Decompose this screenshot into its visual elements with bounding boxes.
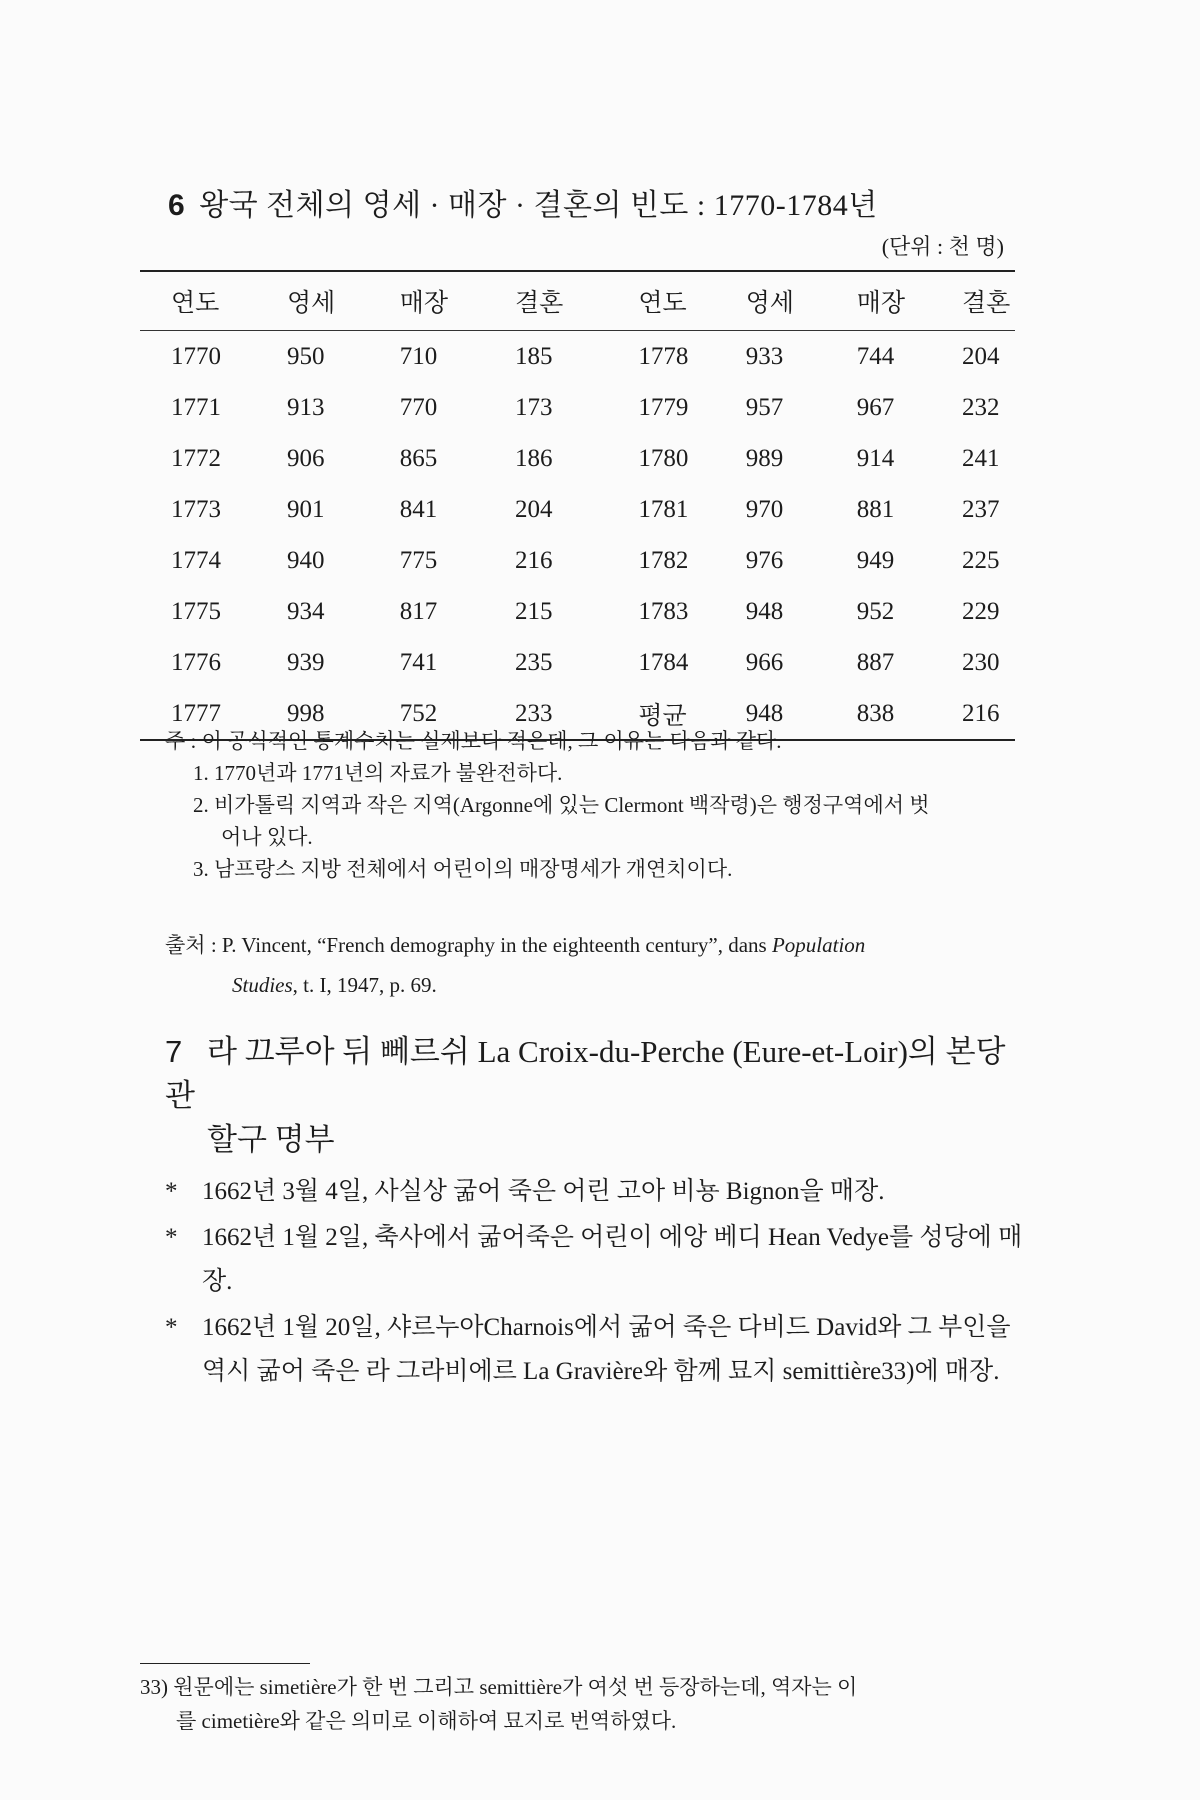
section-heading — [165, 1030, 1025, 1162]
table-cell: 881 — [856, 495, 895, 523]
entry-text: 1662년 3월 4일, 사실상 굶어 죽은 어린 고아 비뇽 Bignon을 매장. — [202, 1178, 885, 1205]
table-cell: 233 — [515, 699, 553, 727]
note-item: 2. 비가톨릭 지역과 작은 지역(Argonne에 있는 Clermont 백작령)은 행정구역에서 벗 — [193, 793, 930, 817]
table-cell: 775 — [399, 546, 438, 574]
table-cell: 934 — [287, 597, 325, 625]
table-row — [140, 331, 1015, 383]
table-cell: 1784 — [638, 648, 689, 676]
bullet-star: * — [165, 1224, 178, 1251]
table-cell: 237 — [961, 495, 1000, 523]
entry-text: 1662년 1월 20일, 샤르누아Charnois에서 굶어 죽은 다비드 David와 그 부인을 역시 굶어 죽은 라 그라비에르 La Gravière와 함께 묘지 semittière33)에 매장. — [202, 1314, 1011, 1385]
table-cell: 1770 — [171, 342, 221, 370]
table-cell: 865 — [399, 444, 438, 472]
list-item — [165, 1216, 1025, 1304]
table-cell: 1777 — [171, 699, 221, 727]
table-cell: 838 — [856, 699, 895, 727]
table-title-text: 왕국 전체의 영세 · 매장 · 결혼의 빈도 : 1770-1784년 — [199, 189, 878, 222]
table-cell: 1771 — [171, 393, 221, 421]
table-cell: 710 — [399, 342, 438, 370]
table-row — [140, 586, 1015, 637]
footnote-line1: 33) 원문에는 simetière가 한 번 그리고 semittière가 여섯 번 등장하는데, 역자는 이 — [140, 1675, 858, 1699]
table-cell: 998 — [287, 699, 325, 727]
table-cell: 1773 — [171, 495, 221, 523]
table-cell: 989 — [745, 444, 784, 472]
table-cell: 744 — [856, 342, 895, 370]
section-title-line1: 라 끄루아 뒤 뻬르쉬 La Croix-du-Perche (Eure-et-Loir)의 본당관 — [165, 1034, 1006, 1113]
header-year: 연도 — [171, 290, 220, 317]
table-row — [140, 535, 1015, 586]
note-item: 3. 남프랑스 지방 전체에서 어린이의 매장명세가 개연치이다. — [193, 857, 733, 881]
section-title-line2: 할구 명부 — [207, 1122, 335, 1157]
table-cell: 1772 — [171, 444, 221, 472]
table-cell: 232 — [961, 393, 1000, 421]
table-row — [140, 382, 1015, 433]
table-cell: 1783 — [638, 597, 689, 625]
footnote-divider — [140, 1663, 310, 1664]
table-cell: 914 — [856, 444, 895, 472]
source-rest: , t. I, 1947, p. 69. — [292, 973, 437, 997]
table-cell: 948 — [745, 597, 784, 625]
table-cell: 173 — [515, 393, 553, 421]
header-burial: 매장 — [399, 290, 449, 317]
footnote-line2: 를 cimetière와 같은 의미로 이해하여 묘지로 번역하였다. — [176, 1709, 677, 1733]
table-cell: 933 — [745, 342, 784, 370]
table-row — [140, 433, 1015, 484]
table-cell: 901 — [287, 495, 325, 523]
table-cell: 967 — [856, 393, 895, 421]
table-row — [140, 484, 1015, 535]
table-row — [140, 637, 1015, 688]
table-cell: 204 — [515, 495, 553, 523]
table-cell: 966 — [745, 648, 784, 676]
table-cell: 229 — [961, 597, 1000, 625]
table-cell: 1776 — [171, 648, 221, 676]
table-cell: 841 — [399, 495, 438, 523]
table-cell: 235 — [515, 648, 553, 676]
header-marriage: 결혼 — [961, 290, 1011, 317]
table-cell: 185 — [515, 342, 553, 370]
source-label: 출처 : — [165, 933, 217, 957]
table-number: 6 — [168, 189, 186, 222]
list-item — [165, 1170, 1025, 1214]
table-cell: 770 — [399, 393, 438, 421]
table-cell: 1778 — [638, 342, 689, 370]
table-title — [168, 180, 878, 224]
table-cell: 230 — [961, 648, 1000, 676]
table-cell: 204 — [961, 342, 1000, 370]
table-cell: 225 — [961, 546, 1000, 574]
footnote — [140, 1670, 1025, 1738]
table-cell: 1782 — [638, 546, 689, 574]
table-cell: 957 — [745, 393, 784, 421]
header-year: 연도 — [638, 290, 687, 317]
table-cell: 817 — [399, 597, 438, 625]
table-cell: 913 — [287, 393, 325, 421]
entry-text: 1662년 1월 2일, 축사에서 굶어죽은 어린이 에앙 베디 Hean Vedye를 성당에 매장. — [202, 1224, 1023, 1295]
statistics-table — [140, 270, 1015, 741]
table-cell: 952 — [856, 597, 895, 625]
header-burial: 매장 — [856, 290, 906, 317]
table-cell: 752 — [399, 699, 438, 727]
table-cell: 939 — [287, 648, 325, 676]
note-item: 어나 있다. — [221, 825, 313, 849]
table-cell: 950 — [287, 342, 325, 370]
table-cell: 1779 — [638, 393, 689, 421]
note-item: 1. 1770년과 1771년의 자료가 불완전하다. — [193, 761, 563, 785]
table-cell: 215 — [515, 597, 553, 625]
table-cell: 976 — [745, 546, 784, 574]
table-unit: (단위 : 천 명) — [881, 234, 1004, 259]
header-baptism: 영세 — [745, 290, 795, 317]
table-notes — [165, 725, 1025, 885]
table-cell: 평균 — [638, 702, 687, 730]
header-baptism: 영세 — [287, 290, 336, 317]
table-cell: 906 — [287, 444, 325, 472]
table-cell: 948 — [745, 699, 784, 727]
table-cell: 1781 — [638, 495, 689, 523]
table-cell: 949 — [856, 546, 895, 574]
section-number: 7 — [165, 1034, 183, 1069]
source-journal-cont: Studies — [232, 973, 293, 997]
bullet-star: * — [165, 1178, 178, 1205]
table-cell: 1774 — [171, 546, 221, 574]
table-cell: 186 — [515, 444, 553, 472]
table-header-row — [140, 271, 1015, 331]
table-cell: 741 — [399, 648, 438, 676]
table-cell: 1780 — [638, 444, 689, 472]
table-cell: 241 — [961, 444, 1000, 472]
bullet-star: * — [165, 1314, 178, 1341]
table-cell: 970 — [745, 495, 784, 523]
list-item — [165, 1306, 1025, 1394]
register-entries — [165, 1170, 1025, 1396]
table-cell: 887 — [856, 648, 895, 676]
note-intro: 주 : 이 공식적인 통계수치는 실제보다 적은데, 그 이유는 다음과 같다. — [165, 729, 782, 753]
table-cell: 940 — [287, 546, 325, 574]
table-source — [165, 925, 1025, 1005]
header-marriage: 결혼 — [515, 290, 564, 317]
table-cell: 1775 — [171, 597, 221, 625]
table-cell: 216 — [515, 546, 553, 574]
source-text: P. Vincent, “French demography in the eighteenth century”, dans — [221, 933, 767, 957]
table-cell: 216 — [961, 699, 1000, 727]
source-journal: Population — [771, 933, 866, 957]
